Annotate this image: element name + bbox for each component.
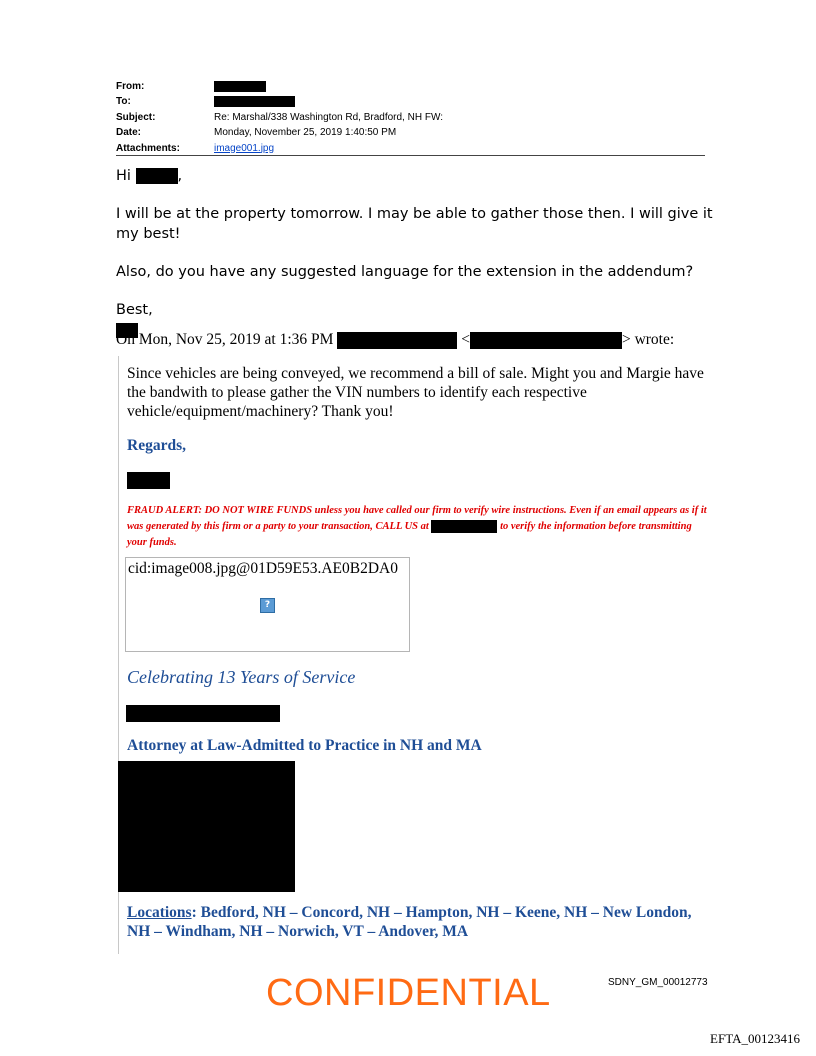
locations-list: : Bedford, NH – Concord, NH – Hampton, NH – Keene, NH – New London, NH – Windham, NH – Norwich, VT – Andover, MA bbox=[127, 904, 692, 940]
greeting-line bbox=[116, 166, 716, 186]
date-label: Date: bbox=[116, 127, 142, 139]
fraud-alert-text-2: to verify the information before transmitting your funds. bbox=[127, 521, 692, 548]
signoff: Best, bbox=[116, 302, 153, 318]
header-divider bbox=[116, 155, 705, 156]
to-value-redacted bbox=[214, 94, 295, 109]
to-label: To: bbox=[116, 96, 131, 108]
quote-attribution bbox=[116, 331, 674, 349]
attachment-value bbox=[214, 141, 274, 156]
regards: Regards, bbox=[127, 437, 186, 454]
fraud-alert bbox=[127, 503, 707, 551]
wrote-prefix: On Mon, Nov 25, 2019 at 1:36 PM bbox=[116, 331, 334, 348]
redaction-block bbox=[214, 81, 266, 92]
redaction-block bbox=[126, 705, 280, 722]
reply-body bbox=[116, 166, 716, 340]
locations bbox=[127, 903, 717, 941]
missing-image-box bbox=[125, 557, 410, 652]
quoted-message bbox=[127, 364, 707, 551]
image-cid-text: cid:image008.jpg@01D59E53.AE0B2DA0 bbox=[128, 560, 398, 577]
redaction-block bbox=[214, 96, 295, 107]
celebrating-banner: Celebrating 13 Years of Service bbox=[127, 667, 356, 687]
logo-redacted bbox=[118, 761, 295, 892]
wrote-open: < bbox=[461, 331, 470, 348]
date-value: Monday, November 25, 2019 1:40:50 PM bbox=[214, 127, 397, 139]
from-label: From: bbox=[116, 81, 145, 92]
redaction-block bbox=[136, 168, 178, 184]
quoted-paragraph: Since vehicles are being conveyed, we recommend a bill of sale. Might you and Margie have the bandwith to please gather the VIN numbers to identify each respective vehicle/equipment/machinery? Thank you! bbox=[127, 365, 704, 420]
subject-label: Subject: bbox=[116, 111, 156, 123]
reply-paragraph-1: I will be at the property tomorrow. I may be able to gather those then. I will give it my best! bbox=[116, 206, 713, 242]
redaction-block bbox=[118, 761, 295, 892]
broken-image-icon: ? bbox=[260, 598, 275, 613]
subject-value: Re: Marshal/338 Washington Rd, Bradford, NH FW: bbox=[214, 111, 443, 123]
redaction-block bbox=[127, 472, 170, 489]
reply-paragraph-2: Also, do you have any suggested language for the extension in the addendum? bbox=[116, 264, 694, 280]
sender-signature-redacted bbox=[127, 471, 707, 489]
attachments-label: Attachments: bbox=[116, 142, 180, 154]
efta-number: EFTA_00123416 bbox=[710, 1031, 800, 1046]
from-value-redacted bbox=[214, 79, 266, 94]
greeting: Hi bbox=[116, 168, 131, 184]
wrote-suffix: > wrote: bbox=[621, 331, 675, 348]
attachment-link[interactable]: image001.jpg bbox=[214, 142, 275, 154]
attorney-title: Attorney at Law-Admitted to Practice in NH and MA bbox=[127, 737, 482, 754]
locations-label: Locations bbox=[127, 904, 192, 921]
greeting-suffix: , bbox=[177, 168, 183, 184]
redaction-block bbox=[470, 332, 622, 349]
redaction-block bbox=[431, 520, 497, 533]
redaction-block bbox=[337, 332, 457, 349]
bates-number: SDNY_GM_00012773 bbox=[608, 977, 708, 988]
firm-name-redacted bbox=[126, 704, 280, 722]
fraud-alert-text-1: FRAUD ALERT: DO NOT WIRE FUNDS unless you have called our firm to verify wire instructions. Even if an email appears as if it was generated by this firm or a party to your transaction, CALL US at bbox=[127, 505, 707, 532]
confidential-stamp: CONFIDENTIAL bbox=[266, 972, 551, 1014]
